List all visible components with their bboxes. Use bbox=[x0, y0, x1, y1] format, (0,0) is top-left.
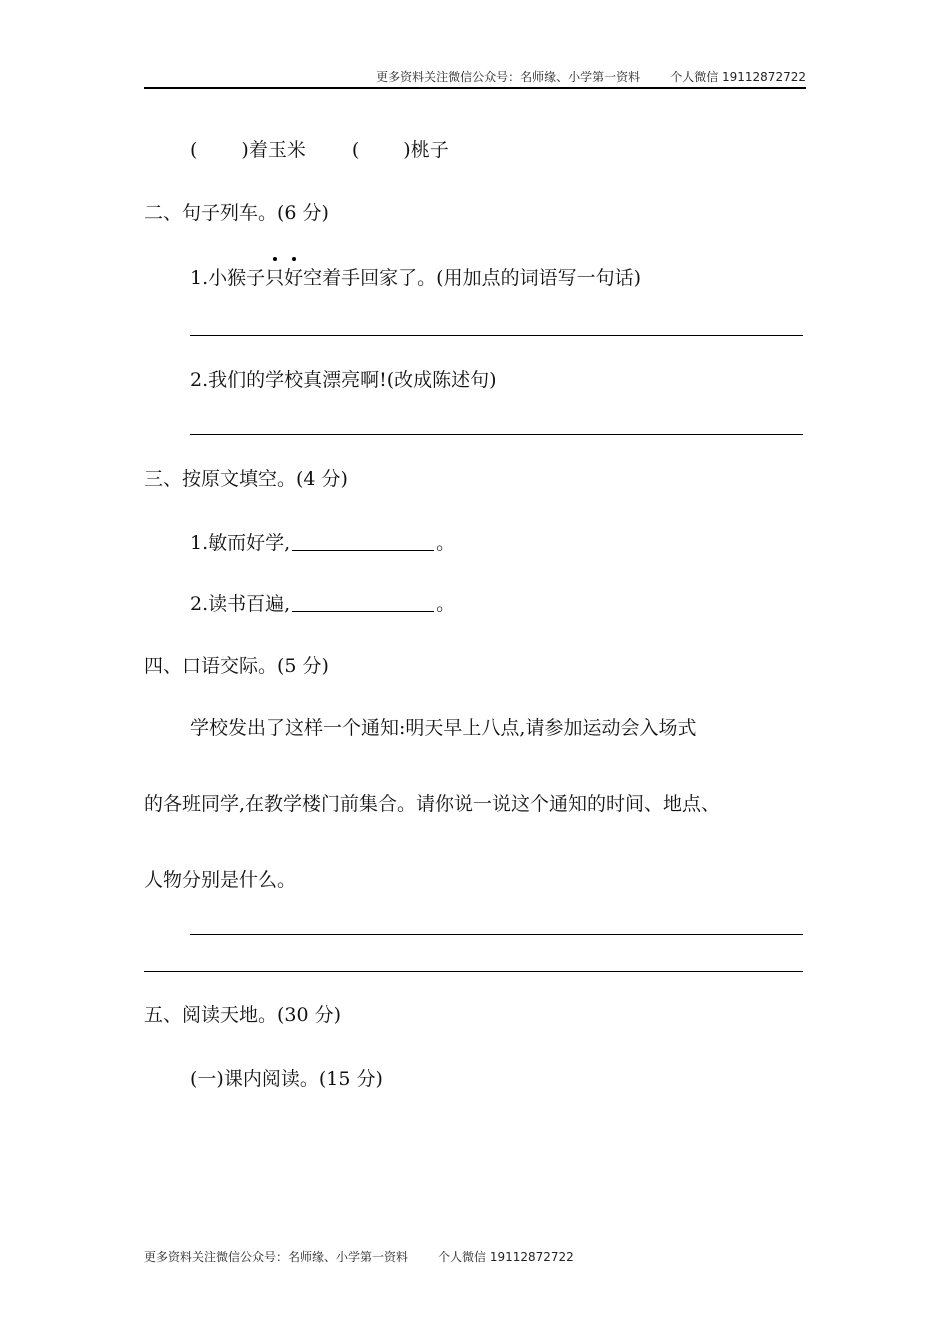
section-5-title: 五、阅读天地。(30 分) bbox=[144, 1004, 342, 1026]
answer-line-4-2[interactable] bbox=[144, 971, 803, 972]
q1-suffix: 空着手回家了。(用加点的词语写一句话) bbox=[303, 267, 641, 289]
fill-item-b: 桃子 bbox=[410, 139, 449, 161]
paren-open-b: ( bbox=[351, 139, 360, 161]
section-3-question-2 bbox=[190, 592, 455, 616]
q1-prefix: 1.小猴子 bbox=[190, 267, 266, 289]
emphasis-char-1: 只 bbox=[265, 267, 285, 289]
section-5-sub-1: (一)课内阅读。(15 分) bbox=[190, 1068, 383, 1090]
section-2-question-2: 2.我们的学校真漂亮啊!(改成陈述句) bbox=[190, 369, 497, 391]
section-3-title: 三、按原文填空。(4 分) bbox=[144, 468, 348, 490]
section-2-title: 二、句子列车。(6 分) bbox=[144, 202, 329, 224]
section-4-para-line-1: 学校发出了这样一个通知:明天早上八点,请参加运动会入场式 bbox=[190, 717, 697, 739]
section-4-para-line-3: 人物分别是什么。 bbox=[144, 869, 297, 891]
blank-3-1[interactable] bbox=[292, 532, 434, 551]
answer-line-4-1[interactable] bbox=[190, 934, 803, 935]
footer-contact: 个人微信 19112872722 bbox=[438, 1250, 574, 1264]
q3-2-end: 。 bbox=[436, 593, 456, 615]
paren-close-b: ) bbox=[403, 139, 411, 161]
header-rule bbox=[144, 87, 806, 89]
q3-1-prefix: 1.敏而好学, bbox=[190, 532, 291, 554]
section-2-question-1 bbox=[190, 266, 641, 290]
paren-open-a: ( bbox=[190, 139, 198, 161]
header-contact: 个人微信 19112872722 bbox=[670, 70, 806, 84]
answer-line-2-1[interactable] bbox=[190, 335, 803, 336]
emphasis-char-2: 好 bbox=[284, 267, 304, 289]
paren-close-a: ) bbox=[241, 139, 249, 161]
q3-2-prefix: 2.读书百遍, bbox=[190, 593, 291, 615]
page-footer bbox=[144, 1248, 574, 1265]
section-4-para-line-2: 的各班同学,在教学楼门前集合。请你说一说这个通知的时间、地点、 bbox=[144, 793, 721, 815]
section-3-question-1 bbox=[190, 531, 455, 555]
q3-1-end: 。 bbox=[436, 532, 456, 554]
fill-in-line bbox=[190, 138, 449, 162]
footer-text: 更多资料关注微信公众号：名师缘、小学第一资料 bbox=[144, 1250, 409, 1264]
page-header bbox=[376, 68, 806, 85]
fill-item-a: 着玉米 bbox=[248, 139, 306, 161]
blank-3-2[interactable] bbox=[292, 593, 434, 612]
section-4-title: 四、口语交际。(5 分) bbox=[144, 655, 329, 677]
answer-line-2-2[interactable] bbox=[190, 434, 803, 435]
header-text: 更多资料关注微信公众号：名师缘、小学第一资料 bbox=[376, 70, 641, 84]
